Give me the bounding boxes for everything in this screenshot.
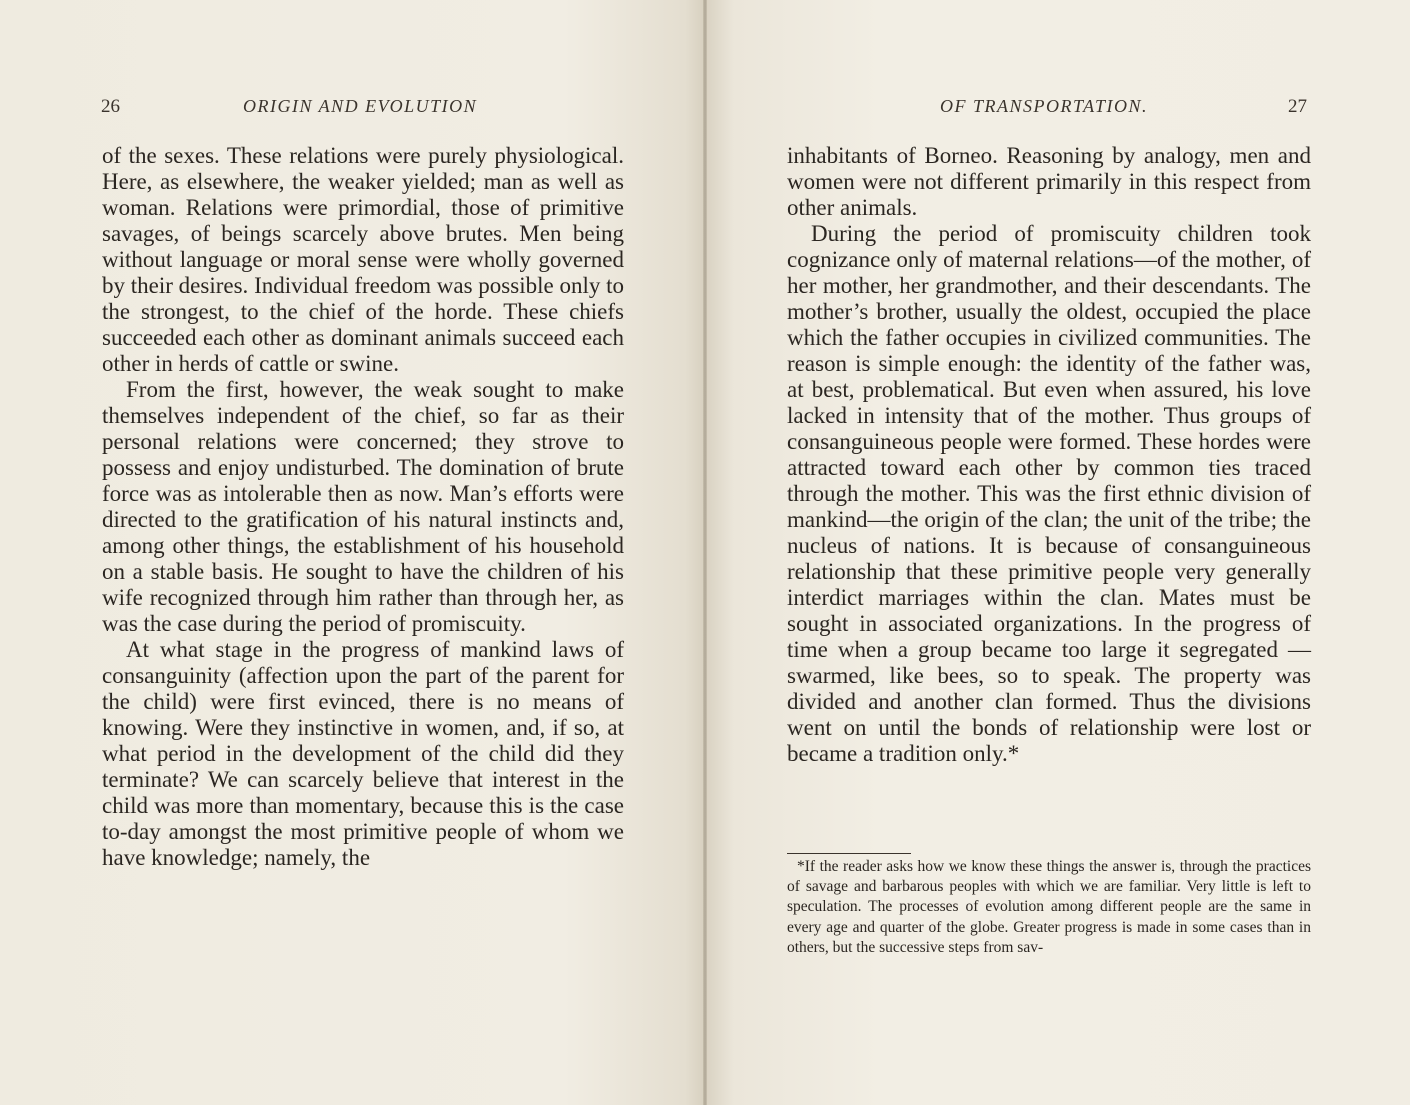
paragraph: From the first, however, the weak sought to make themselves independent of the chief, so far as their personal relations were concerned; they strove to possess and enjoy undisturbed. The domination of brute force was as intolerable then as now. Man’s efforts were directed to the gratification of his natural instincts and, among other things, the establishment of his household on a stable basis. He sought to have the children of his wife recognized through him rather than through her, as was the case during the period of promiscuity.: [102, 377, 624, 636]
paragraph: During the period of promiscuity children took cognizance only of maternal relations—of the mother, of her mother, her grandmother, and their descendants. The mother’s brother, usually the oldest, occupied the place which the father occupies in civilized communities. The reason is simple enough: the identity of the father was, at best, problematical. But even when assured, his love lacked in intensity that of the mother. Thus groups of consanguineous people were formed. These hordes were attracted toward each other by common ties traced through the mother. This was the first ethnic division of mankind—the origin of the clan; the unit of the tribe; the nucleus of nations. It is because of consanguineous relationship that these primitive people very generally interdict marriages within the clan. Mates must be sought in associated organizations. In the progress of time when a group became too large it segregated — swarmed, like bees, so to speak. The property was divided and another clan formed. Thus the divisions went on until the bonds of relationship were lost or became a tradition only.*: [787, 221, 1311, 766]
running-head: OF TRANSPORTATION.: [940, 96, 1149, 116]
book-gutter: [703, 0, 707, 1105]
page-number: 26: [101, 96, 120, 117]
page-number: 27: [1288, 96, 1307, 117]
body-text: [787, 143, 1311, 767]
right-page: [706, 0, 1410, 1105]
footnote-text: *If the reader asks how we know these things the answer is, through the practices of savage and barbarous peoples with which we are familiar. Very little is left to speculation. The processes of evolution among different people are the same in every age and quarter of the globe. Greater progress is made in some cases than in others, but the successive steps from sav-: [787, 858, 1311, 956]
footnote-rule: [787, 853, 911, 854]
running-head: ORIGIN AND EVOLUTION: [243, 96, 478, 116]
paragraph: inhabitants of Borneo. Reasoning by analogy, men and women were not different primarily in this respect from other animals.: [787, 143, 1311, 220]
footnote: [787, 857, 1311, 958]
paragraph: of the sexes. These relations were purely physiological. Here, as elsewhere, the weaker yielded; man as well as woman. Relations were primordial, those of primitive savages, of beings scarcely above brutes. Men being without language or moral sense were wholly governed by their desires. Individual freedom was possible only to the strongest, to the chief of the horde. These chiefs succeeded each other as dominant animals succeed each other in herds of cattle or swine.: [102, 143, 624, 376]
body-text: [102, 143, 624, 871]
paragraph: At what stage in the progress of mankind laws of consanguinity (affection upon the part of the parent for the child) were first evinced, there is no means of knowing. Were they instinctive in women, and, if so, at what period in the development of the child did they terminate? We can scarcely believe that interest in the child was more than momentary, because this is the case to-day amongst the most primitive people of whom we have knowledge; namely, the: [102, 637, 624, 870]
